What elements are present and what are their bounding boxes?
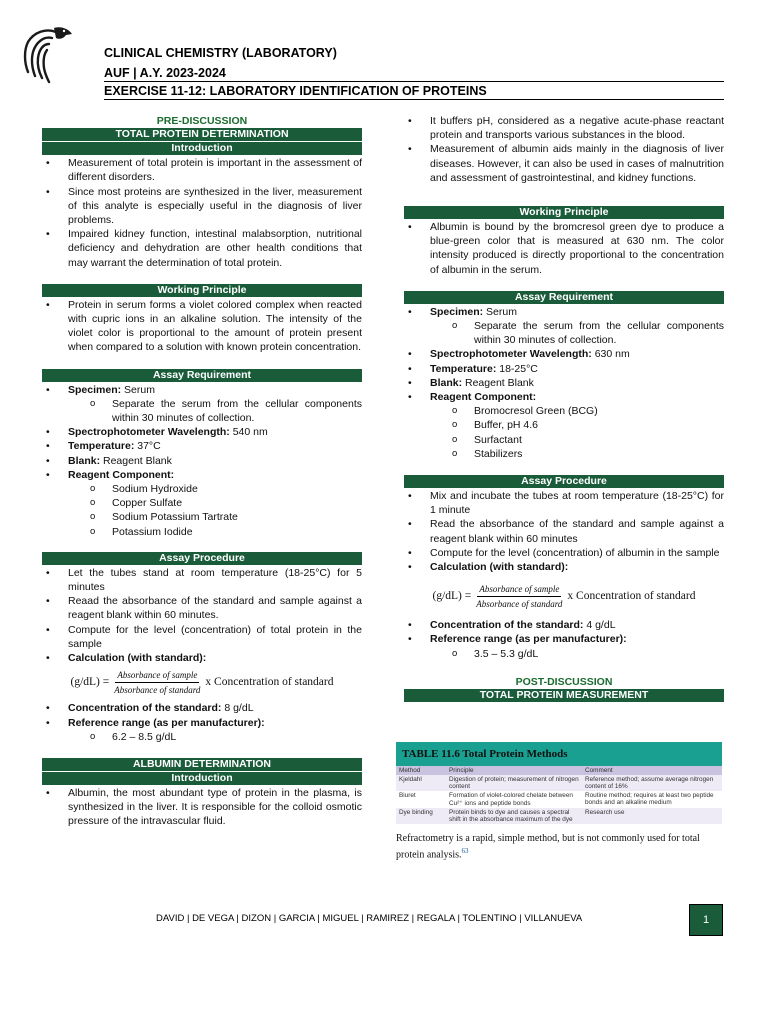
note-text: Refractometry is a rapid, simple method, but is not commonly used for total protein analysis. (396, 833, 700, 861)
concentration-value: 8 g/dL (221, 702, 254, 715)
list-item (404, 390, 724, 461)
blank-label: Blank: (68, 454, 101, 467)
table-row (396, 808, 722, 824)
list-item: • Impaired kidney function, intestinal malabsorption, nutritional deficiency and dehydration are other health conditions that may warrant the determination of total protein. (42, 227, 362, 270)
list-item (42, 454, 362, 468)
table-cell: Reference method; assume average nitrogen content of 16% (582, 775, 722, 791)
course-subtitle: AUF | A.Y. 2023-2024 (104, 66, 226, 80)
specimen-value: Serum (121, 383, 155, 396)
post-discussion-label: POST-DISCUSSION (515, 675, 613, 688)
assay-requirement-list (42, 383, 362, 539)
section-title-total-protein-measurement: TOTAL PROTEIN MEASUREMENT (404, 689, 724, 703)
note-reference: 63 (461, 847, 469, 855)
table-cell: Routine method; requires at least two peptide bonds and an alkaline medium (585, 792, 714, 806)
table-cell: Protein binds to dye and causes a spectral shift in the absorbance maximum of the dye (446, 808, 582, 824)
eagle-logo-icon (16, 22, 74, 84)
list-item: • Mix and incubate the tubes at room temperature (18-25°C) for 1 minute (404, 489, 724, 517)
left-column (42, 114, 362, 829)
reference-range-value: o 6.2 – 8.5 g/dL (42, 730, 362, 744)
concentration-label: Concentration of the standard: (68, 702, 222, 715)
column-header: Principle (446, 766, 582, 775)
course-title: CLINICAL CHEMISTRY (LABORATORY) (104, 46, 337, 60)
list-item: • Measurement of albumin aids mainly in the diagnosis of liver diseases. However, it can also be used in cases of malnutrition and assessment of gastrointestinal, and kidney functions. (404, 142, 724, 185)
reagent-item: o Buffer, pH 4.6 (404, 418, 724, 432)
total-protein-methods-table (396, 742, 722, 861)
list-item: • Since most proteins are synthesized in the liver, measurement of this analyte is especially useful in the diagnosis of liver problems. (42, 185, 362, 228)
list-item (404, 560, 724, 574)
list-item: • Protein in serum forms a violet colored complex when reacted with cupric ions in an alkaline solution. The intensity of the violet color is proportional to the amount of protein present when compared to a solution with known protein concentration. (42, 298, 362, 355)
reference-range-label: Reference range (as per manufacturer): (68, 716, 265, 729)
list-item: • It buffers pH, considered as a negative acute-phase reactant protein and transports various substances in the blood. (404, 114, 724, 142)
formula (42, 665, 362, 699)
formula-lhs: (g/dL) = (70, 676, 110, 689)
list-item (404, 632, 724, 660)
section-header-assay-requirement: Assay Requirement (42, 369, 362, 383)
formula-rhs: x Concentration of standard (205, 676, 334, 689)
specimen-value: Serum (483, 305, 517, 318)
assay-requirement-albumin-list (404, 305, 724, 461)
calculation-label: Calculation (with standard): (68, 652, 207, 665)
list-item: • Let the tubes stand at room temperature (18-25°C) for 5 minutes (42, 566, 362, 594)
list-item (404, 347, 724, 361)
list-item (42, 468, 362, 539)
methods-table (396, 766, 722, 824)
section-header-working-principle: Working Principle (42, 284, 362, 298)
header-divider (104, 81, 724, 82)
list-item: • Reaad the absorbance of the standard and sample against a reagent blank within 60 minutes. (42, 594, 362, 622)
list-item: • Albumin, the most abundant type of protein in the plasma, is synthesized in the liver. It is responsible for the colloid osmotic pressure of the intravascular fluid. (42, 786, 362, 829)
list-item: • Compute for the level (concentration) of total protein in the sample (42, 623, 362, 651)
concentration-list (42, 701, 362, 744)
formula-denominator: Absorbance of standard (114, 684, 201, 695)
reference-range-value: o 3.5 – 5.3 g/dL (404, 647, 724, 661)
table-title: TABLE 11.6 Total Protein Methods (396, 742, 722, 766)
temperature-value: 37°C (134, 440, 161, 453)
temperature-label: Temperature: (430, 362, 497, 375)
list-item (42, 383, 362, 426)
reagent-label: Reagent Component: (68, 468, 175, 481)
reference-range-label: Reference range (as per manufacturer): (430, 633, 627, 646)
formula-numerator: Absorbance of sample (477, 582, 561, 597)
list-item (404, 376, 724, 390)
list-item (42, 439, 362, 453)
column-header: Comment (582, 766, 722, 775)
list-item (404, 618, 724, 632)
reagent-item: o Sodium Potassium Tartrate (42, 510, 362, 524)
list-item (404, 362, 724, 376)
table-cell: Research use (582, 808, 722, 824)
table-cell: Digestion of protein; measurement of nitrogen content (446, 775, 582, 791)
formula-denominator: Absorbance of standard (476, 598, 563, 609)
introduction-list (42, 156, 362, 270)
section-header-working-principle-albumin: Working Principle (404, 206, 724, 220)
reagent-item: o Sodium Hydroxide (42, 482, 362, 496)
section-header-introduction: Introduction (42, 142, 362, 156)
table-row (396, 775, 722, 791)
blank-value: Reagent Blank (462, 376, 534, 389)
wavelength-value: 540 nm (229, 426, 268, 439)
section-title-total-protein: TOTAL PROTEIN DETERMINATION (42, 128, 362, 142)
list-item: • Albumin is bound by the bromcresol green dye to produce a blue-green color that is measured at 630 nm. The color intensity produced is directly proportional to the concentration of albumin in the serum. (404, 220, 724, 277)
assay-procedure-list (42, 566, 362, 665)
list-item (404, 305, 724, 348)
pre-discussion-label: PRE-DISCUSSION (156, 115, 248, 127)
wavelength-label: Spectrophotometer Wavelength: (68, 426, 230, 439)
albumin-intro-continued-list (404, 114, 724, 185)
formula-albumin (404, 574, 724, 618)
header-divider-bottom (104, 99, 724, 100)
list-item (42, 425, 362, 439)
formula-lhs: (g/dL) = (432, 590, 472, 603)
table-cell: Dye binding (396, 808, 446, 824)
list-item (42, 716, 362, 744)
list-item (42, 701, 362, 715)
concentration-label: Concentration of the standard: (430, 619, 584, 632)
right-column (404, 114, 724, 703)
section-header-assay-procedure-albumin: Assay Procedure (404, 475, 724, 489)
calculation-label: Calculation (with standard): (430, 561, 569, 574)
blank-label: Blank: (430, 376, 463, 389)
page-number: 1 (689, 904, 723, 936)
reagent-item: o Surfactant (404, 433, 724, 447)
formula-rhs: x Concentration of standard (567, 590, 696, 603)
concentration-value: 4 g/dL (583, 619, 616, 632)
albumin-intro-list (42, 786, 362, 829)
working-principle-list (42, 298, 362, 355)
reagent-item: o Potassium Iodide (42, 525, 362, 539)
table-cell: Formation of violet-colored chelate between Cu²⁺ ions and peptide bonds (449, 792, 573, 807)
column-header: Method (396, 766, 446, 775)
list-item (42, 651, 362, 665)
list-item: • Compute for the level (concentration) of albumin in the sample (404, 546, 724, 560)
formula-numerator: Absorbance of sample (115, 668, 199, 683)
sub-list-item: o Separate the serum from the cellular components within 30 minutes of collection. (42, 397, 362, 425)
assay-procedure-albumin-list (404, 489, 724, 574)
section-header-assay-procedure: Assay Procedure (42, 552, 362, 566)
reagent-item: o Bromocresol Green (BCG) (404, 404, 724, 418)
reagent-item: o Copper Sulfate (42, 496, 362, 510)
specimen-label: Specimen: (430, 305, 484, 318)
specimen-label: Specimen: (68, 383, 122, 396)
section-header-assay-requirement-albumin: Assay Requirement (404, 291, 724, 305)
blank-value: Reagent Blank (100, 454, 172, 467)
reagent-item: o Stabilizers (404, 447, 724, 461)
refractometry-note (396, 832, 722, 861)
wavelength-value: 630 nm (591, 348, 630, 361)
sub-list-item: o Separate the serum from the cellular components within 30 minutes of collection. (404, 319, 724, 347)
list-item: • Read the absorbance of the standard and sample against a reagent blank within 60 minutes (404, 517, 724, 545)
temperature-value: 18-25°C (496, 362, 538, 375)
exercise-title: EXERCISE 11-12: LABORATORY IDENTIFICATION OF PROTEINS (104, 84, 487, 98)
table-header-row (396, 766, 722, 775)
section-title-albumin: ALBUMIN DETERMINATION (42, 758, 362, 772)
reagent-label: Reagent Component: (430, 391, 537, 404)
footer-authors: DAVID | DE VEGA | DIZON | GARCIA | MIGUEL | RAMIREZ | REGALA | TOLENTINO | VILLANUEVA (156, 913, 583, 924)
table-cell: Kjeldahl (396, 775, 446, 791)
wavelength-label: Spectrophotometer Wavelength: (430, 348, 592, 361)
section-header-introduction-albumin: Introduction (42, 772, 362, 786)
working-principle-albumin-list (404, 220, 724, 277)
table-row (396, 791, 722, 808)
table-cell: Biuret (399, 792, 416, 799)
concentration-albumin-list (404, 618, 724, 661)
temperature-label: Temperature: (68, 440, 135, 453)
list-item: • Measurement of total protein is important in the assessment of different disorders. (42, 156, 362, 184)
